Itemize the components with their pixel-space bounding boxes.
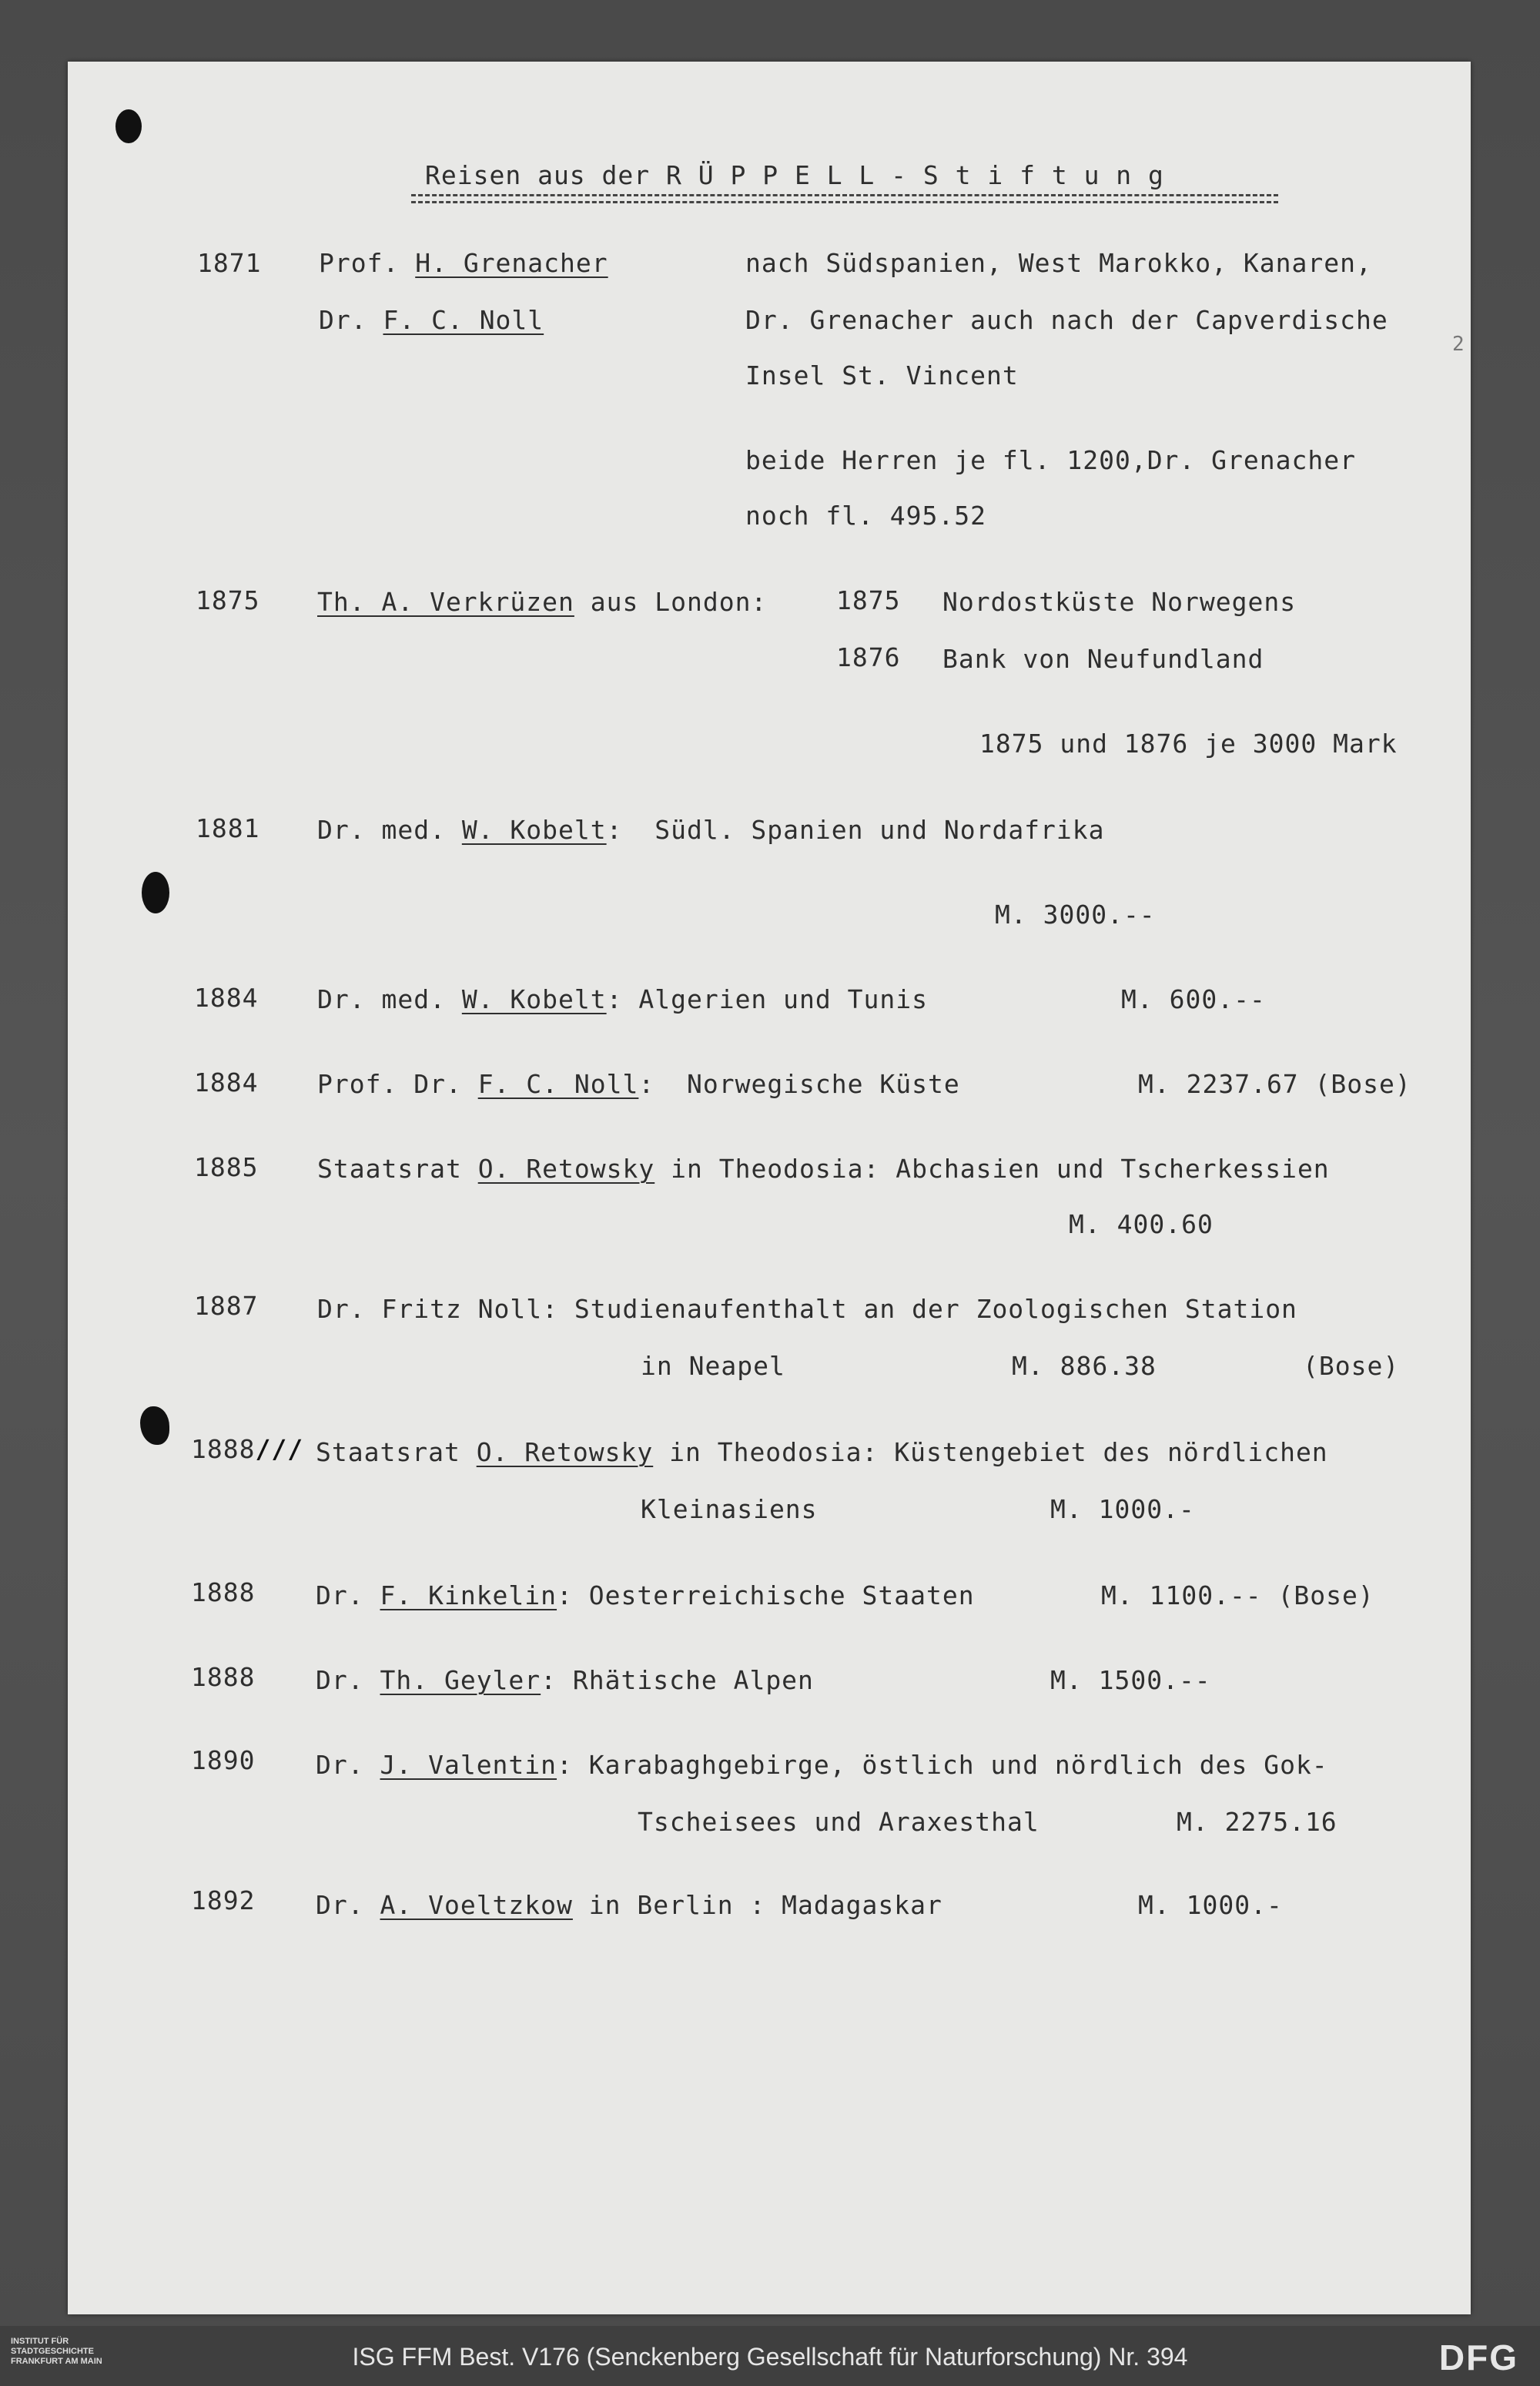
- archive-footer: [0, 2326, 1540, 2386]
- entry-1884-a-text: Dr. med. W. Kobelt: Algerien und Tunis: [317, 984, 928, 1014]
- entry-1885-amount: M. 400.60: [1069, 1209, 1214, 1239]
- entry-1884-a-amount: M. 600.--: [1121, 984, 1266, 1014]
- institution-logo: INSTITUT FÜR STADTGESCHICHTE FRANKFURT AM MAIN: [11, 2337, 102, 2366]
- entry-1887-amount: M. 886.38: [1012, 1351, 1157, 1381]
- archive-caption: ISG FFM Best. V176 (Senckenberg Gesellschaft für Naturforschung) Nr. 394: [352, 2343, 1188, 2371]
- entry-1888-b-amount: M. 1100.-- (Bose): [1101, 1580, 1374, 1610]
- entry-1871-amount-1: beide Herren je fl. 1200,Dr. Grenacher: [745, 445, 1356, 475]
- entry-1875-destination-2: Bank von Neufundland: [942, 644, 1264, 674]
- entry-1888-a-amount: M. 1000.-: [1050, 1494, 1195, 1524]
- year-1884-b: 1884: [194, 1067, 259, 1097]
- entry-1875-destination-1: Nordostküste Norwegens: [942, 587, 1297, 617]
- entry-1888-c-amount: M. 1500.--: [1050, 1665, 1211, 1695]
- year-1884-a: 1884: [194, 983, 259, 1013]
- title-double-underline: [411, 194, 1278, 203]
- entry-1875-amount: 1875 und 1876 je 3000 Mark: [979, 729, 1398, 759]
- entry-1887-place: in Neapel: [641, 1351, 785, 1381]
- entry-1888-a-text: Staatsrat O. Retowsky in Theodosia: Küstengebiet des nördlichen: [316, 1437, 1328, 1467]
- year-1888-c: 1888: [191, 1662, 256, 1692]
- entry-1890-place: Tscheisees und Araxesthal: [638, 1807, 1040, 1837]
- entry-1888-c-text: Dr. Th. Geyler: Rhätische Alpen: [316, 1665, 814, 1695]
- document-title: Reisen aus der R Ü P P E L L - S t i f t u n g: [425, 160, 1164, 190]
- year-1888-a: 1888///: [191, 1434, 304, 1464]
- year-1875: 1875: [196, 585, 260, 615]
- year-1892: 1892: [191, 1885, 256, 1915]
- punch-hole: [116, 109, 142, 143]
- entry-1892-amount: M. 1000.-: [1138, 1890, 1283, 1920]
- entry-1890-amount: M. 2275.16: [1177, 1807, 1337, 1837]
- entry-1871-person-2: Dr. F. C. Noll: [319, 305, 544, 335]
- entry-1884-b-text: Prof. Dr. F. C. Noll: Norwegische Küste: [317, 1069, 960, 1099]
- entry-1881-amount: M. 3000.--: [995, 900, 1156, 930]
- entry-1887-source: (Bose): [1303, 1351, 1400, 1381]
- entry-1875-person: Th. A. Verkrüzen aus London:: [317, 587, 768, 617]
- entry-1875-year-1: 1875: [836, 585, 901, 615]
- entry-1871-destination-2: Dr. Grenacher auch nach der Capverdische: [745, 305, 1388, 335]
- entry-1881-text: Dr. med. W. Kobelt: Südl. Spanien und Nordafrika: [317, 815, 1105, 845]
- year-1871: 1871: [197, 248, 262, 278]
- entry-1885-text: Staatsrat O. Retowsky in Theodosia: Abchasien und Tscherkessien: [317, 1154, 1330, 1184]
- year-1881: 1881: [196, 813, 260, 843]
- dfg-logo: DFG: [1438, 2337, 1518, 2378]
- year-1885: 1885: [194, 1152, 259, 1182]
- entry-1890-text: Dr. J. Valentin: Karabaghgebirge, östlich und nördlich des Gok-: [316, 1750, 1328, 1780]
- entry-1887-text: Dr. Fritz Noll: Studienaufenthalt an der Zoologischen Station: [317, 1294, 1297, 1324]
- year-1887: 1887: [194, 1291, 259, 1321]
- entry-1871-person-1: Prof. H. Grenacher: [319, 248, 608, 278]
- entry-1888-a-place: Kleinasiens: [641, 1494, 818, 1524]
- entry-1871-amount-2: noch fl. 495.52: [745, 501, 987, 531]
- entry-1892-text: Dr. A. Voeltzkow in Berlin : Madagaskar: [316, 1890, 942, 1920]
- punch-hole: [140, 1406, 169, 1445]
- entry-1888-b-text: Dr. F. Kinkelin: Oesterreichische Staaten: [316, 1580, 975, 1610]
- entry-1871-destination-1: nach Südspanien, West Marokko, Kanaren,: [745, 248, 1372, 278]
- punch-hole: [142, 872, 169, 913]
- entry-1875-year-2: 1876: [836, 642, 901, 672]
- page-number-mark: 2: [1452, 333, 1465, 356]
- typed-document-page: [68, 62, 1471, 2314]
- entry-1871-destination-3: Insel St. Vincent: [745, 360, 1019, 390]
- year-1890: 1890: [191, 1745, 256, 1775]
- year-1888-b: 1888: [191, 1577, 256, 1607]
- entry-1884-b-amount: M. 2237.67 (Bose): [1138, 1069, 1411, 1099]
